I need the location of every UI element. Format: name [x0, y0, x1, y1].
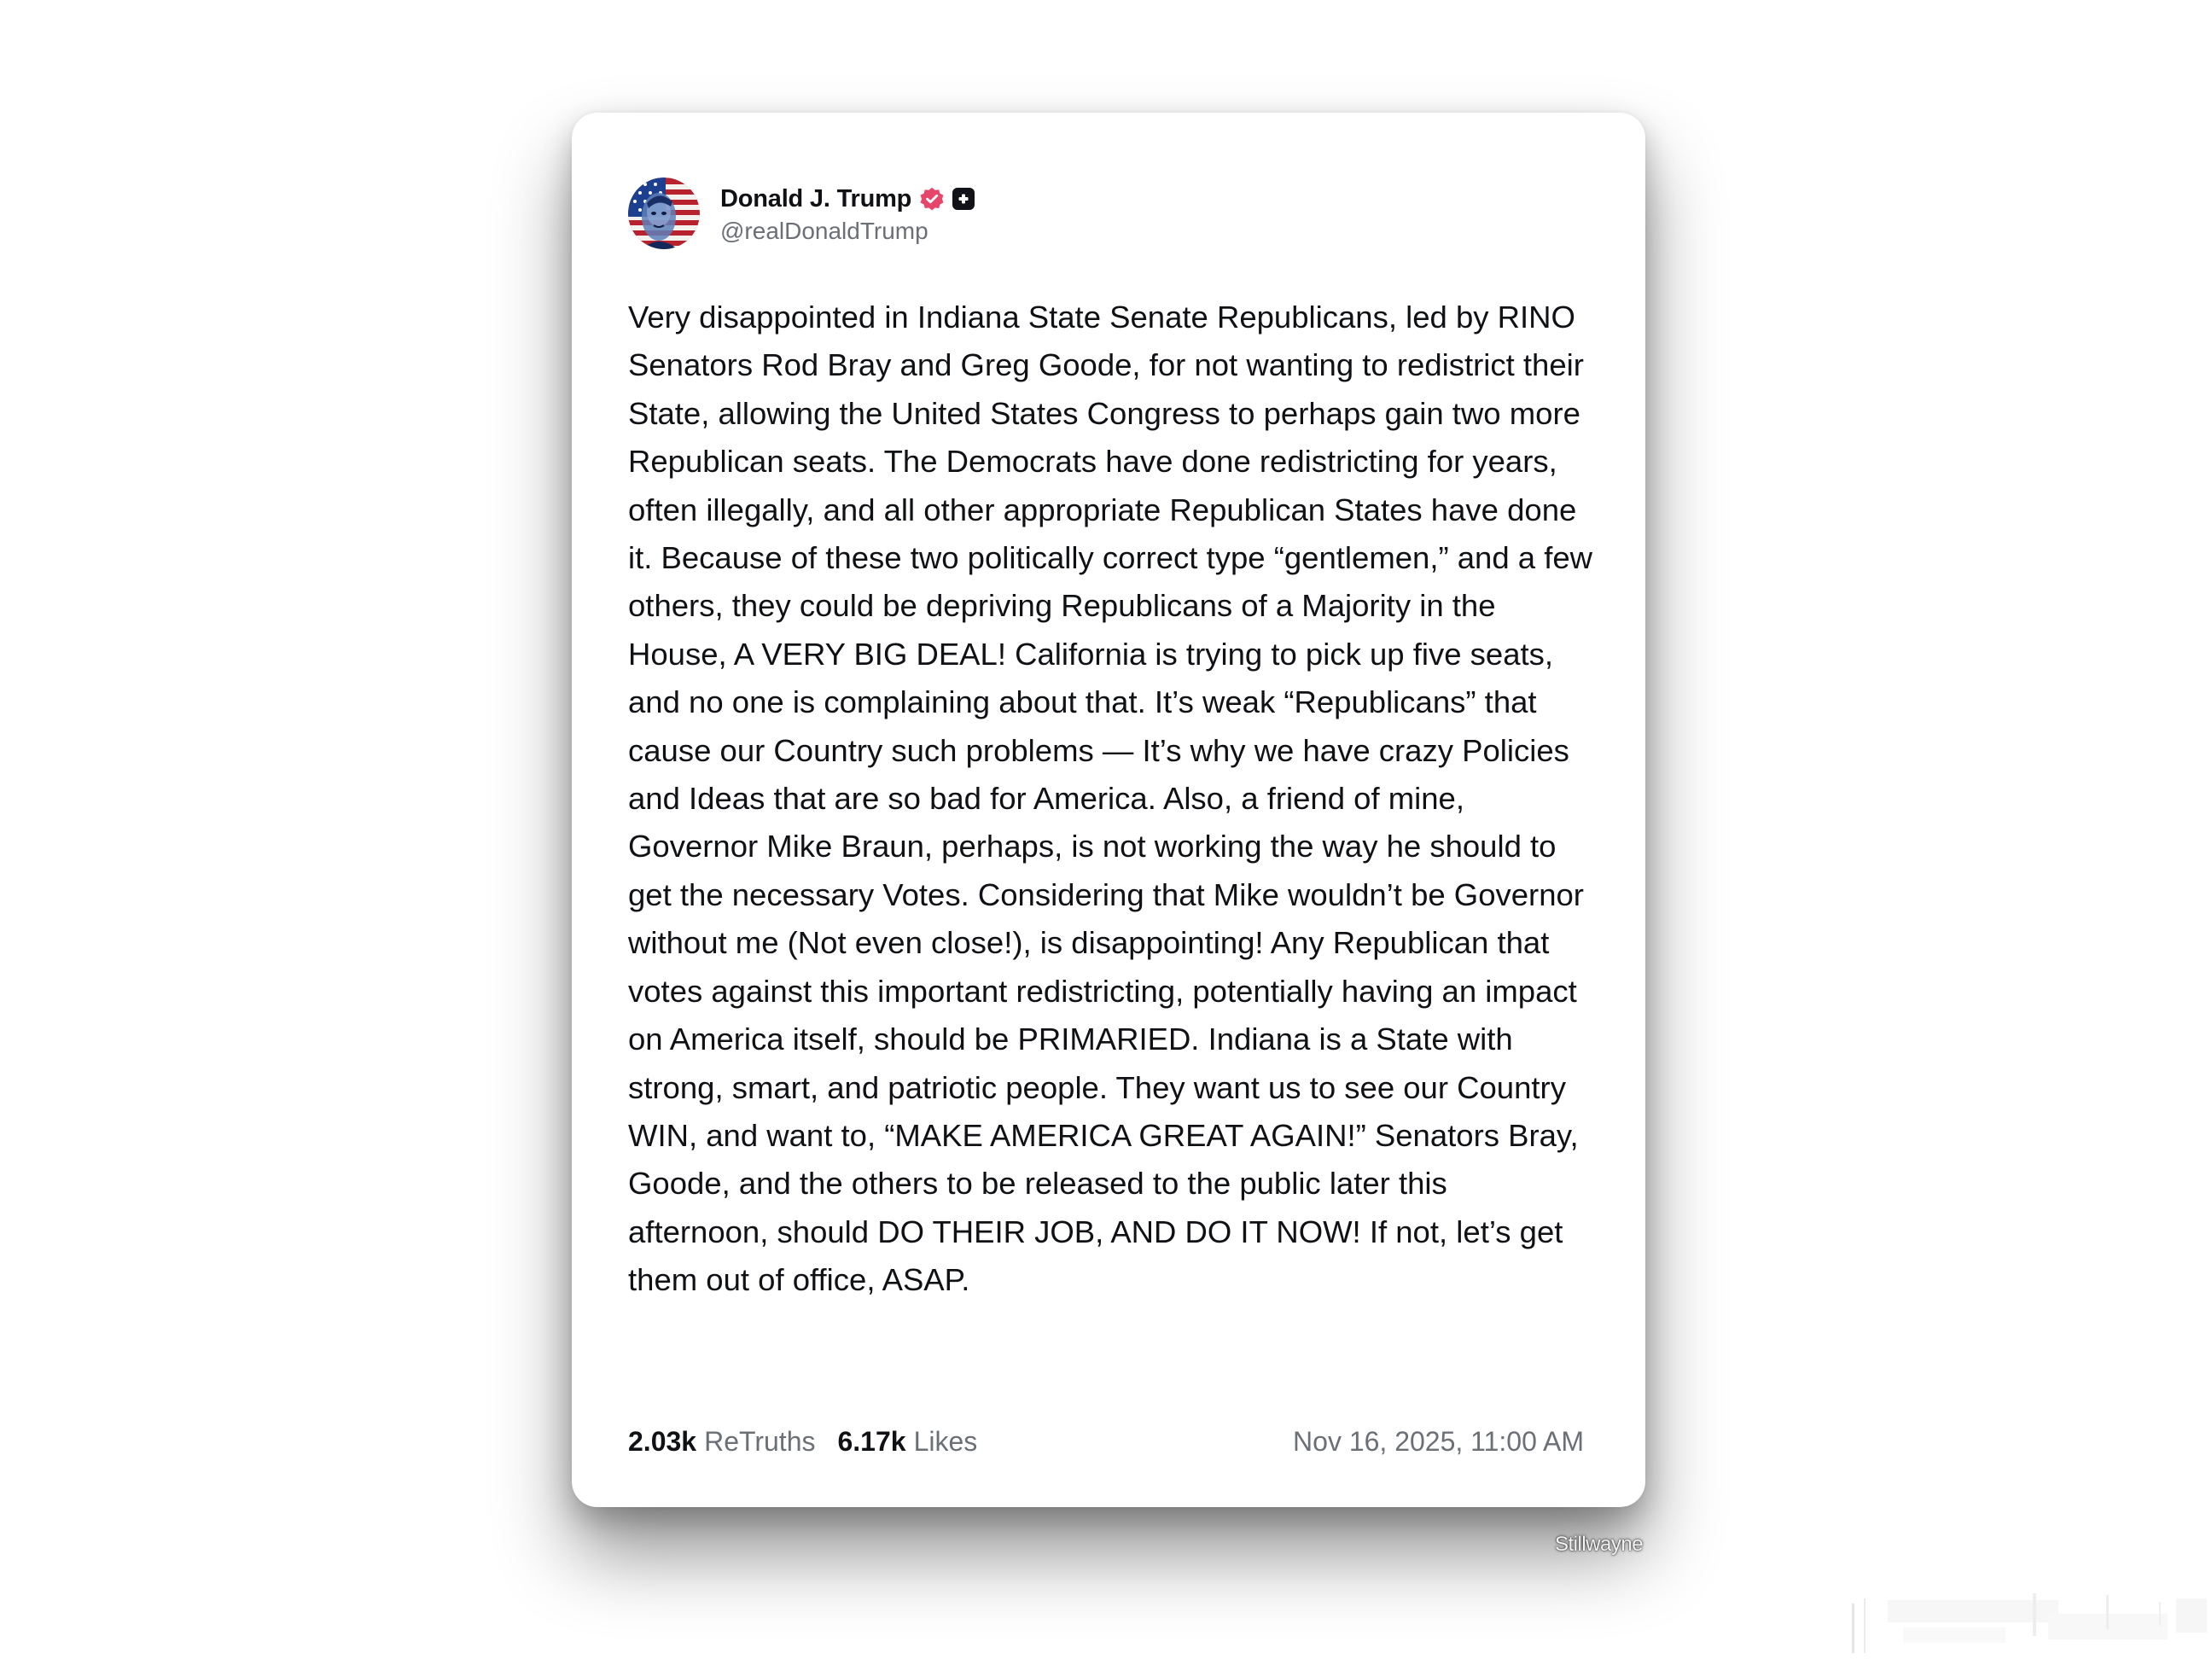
likes-stat[interactable]	[837, 1426, 977, 1458]
author-display-name[interactable]: Donald J. Trump	[720, 184, 912, 212]
name-row	[720, 182, 976, 216]
retruths-label: ReTruths	[704, 1425, 816, 1457]
post-card	[572, 113, 1645, 1507]
post-text: Very disappointed in Indiana State Senate Republicans, led by RINO Senators Rod Bray and Greg Goode, for not wanting to redistrict their State, allowing the United States Congress to perhaps gain two more Republican seats. The Democrats have done redistricting for years, often illegally, and all other appropriate Republican States have done it. Because of these two politically correct type “gentlemen,” and a few others, they could be depriving Republicans of a Majority in the House, A VERY BIG DEAL! California is trying to pick up five seats, and no one is complaining about that. It’s weak “Republicans” that cause our Country such problems — It’s why we have crazy Policies and Ideas that are so bad for America. Also, a friend of mine, Governor Mike Braun, perhaps, is not working the way he should to get the necessary Votes. Considering that Mike wouldn’t be Governor without me (Not even close!), is disappointing! Any Republican that votes against this important redistricting, potentially having an impact on America itself, should be PRIMARIED. Indiana is a State with strong, smart, and patriotic people. They want us to see our Country WIN, and want to, “MAKE AMERICA GREAT AGAIN!” Senators Bray, Goode, and the others to be released to the public later this afternoon, should DO THEIR JOB, AND DO IT NOW! If not, let’s get them out of office, ASAP.	[628, 300, 1593, 1298]
author-info	[720, 182, 976, 245]
avatar[interactable]	[628, 178, 700, 249]
likes-label: Likes	[913, 1425, 978, 1457]
author-handle[interactable]: @realDonaldTrump	[720, 218, 928, 244]
plus-badge-icon	[951, 186, 976, 212]
retruths-count: 2.03k	[628, 1425, 697, 1457]
verified-badge-icon	[918, 185, 946, 212]
post-footer	[628, 1420, 1584, 1463]
likes-count: 6.17k	[837, 1425, 906, 1457]
image-corner-artifact	[1835, 1592, 2210, 1656]
watermark: Stillwayne	[1555, 1533, 1644, 1556]
post-timestamp[interactable]: Nov 16, 2025, 11:00 AM	[1293, 1425, 1584, 1457]
retruths-stat[interactable]	[628, 1426, 815, 1458]
flag-portrait-avatar-icon	[628, 178, 700, 249]
post-header	[628, 178, 976, 249]
